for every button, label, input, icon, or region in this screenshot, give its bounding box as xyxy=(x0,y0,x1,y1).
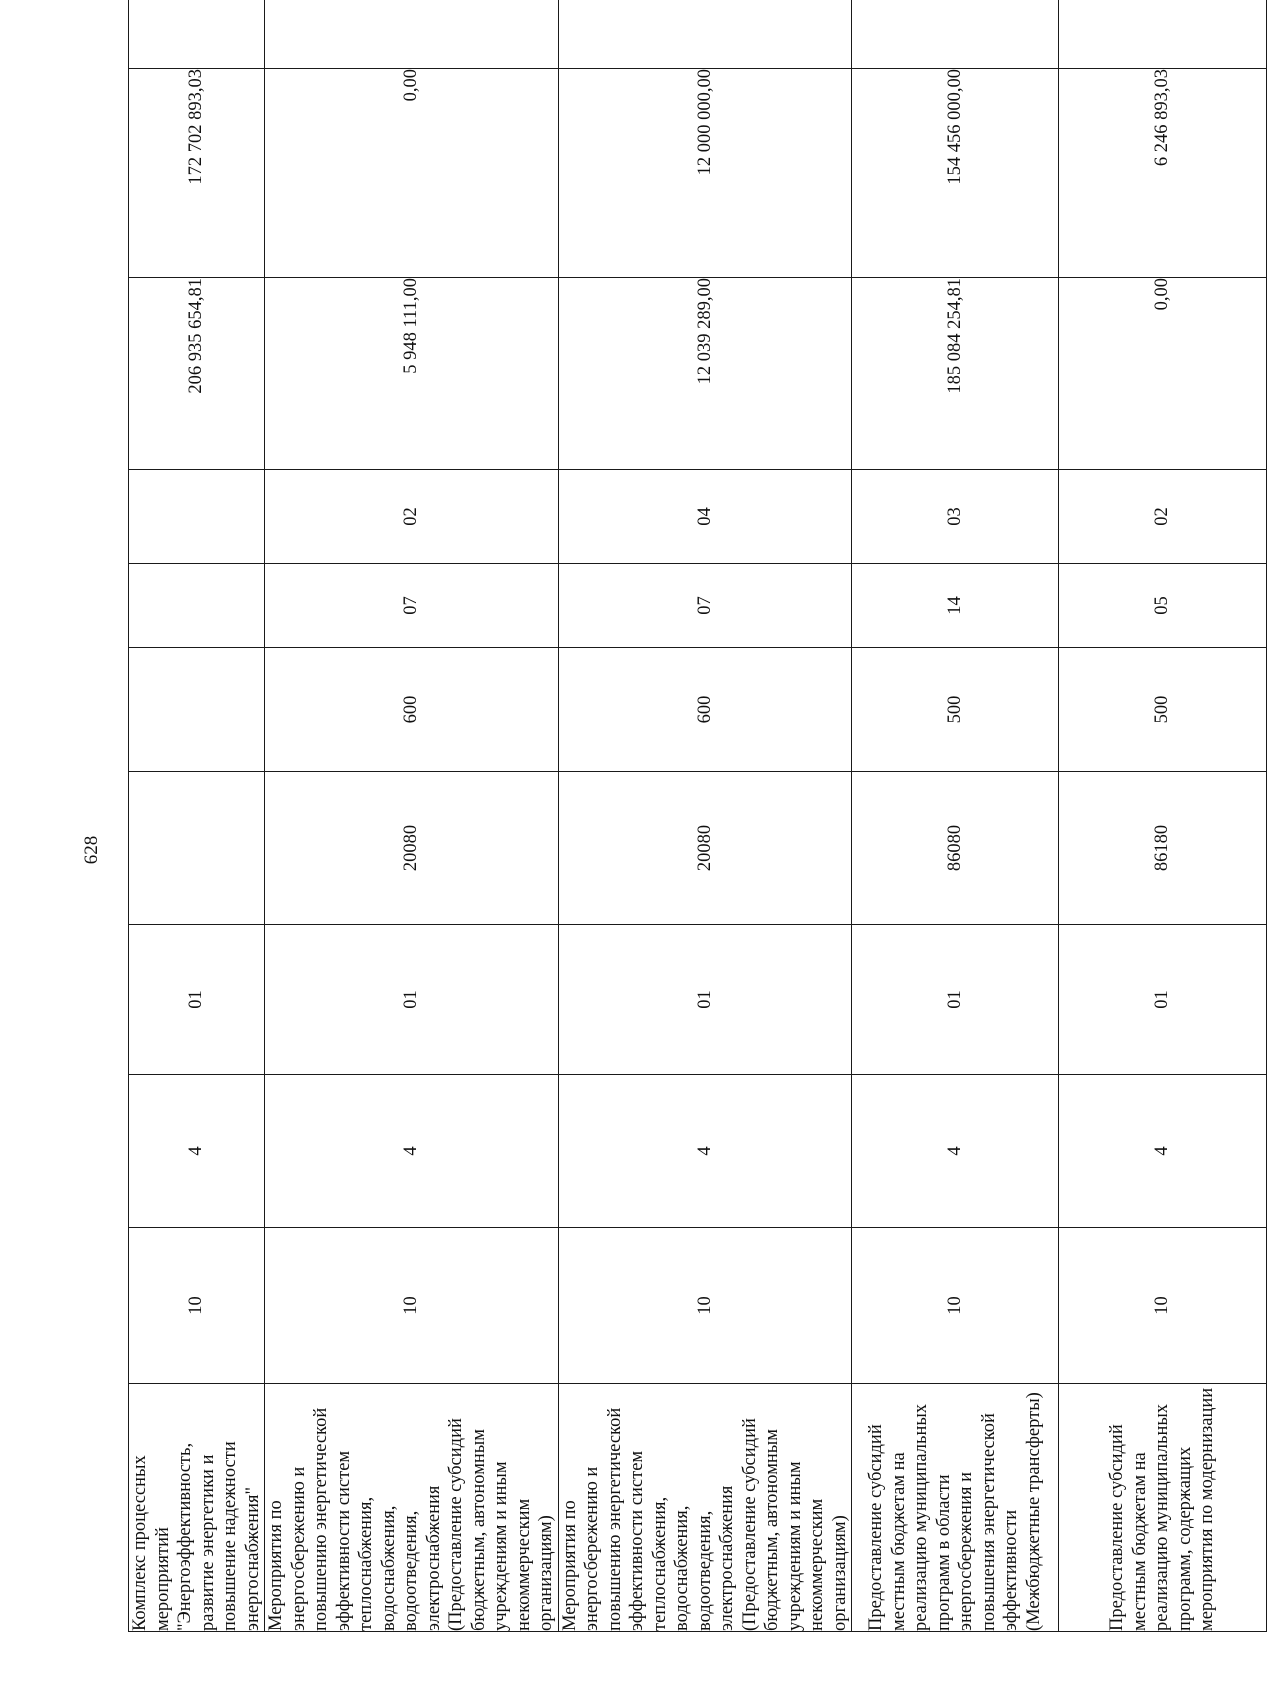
code-cell: 02 xyxy=(265,470,559,564)
amount-cell xyxy=(852,0,1059,69)
row-description: Предоставление субсидий местным бюджетам на реализацию муниципальных программ в области энергосбережения и повышения энергетической эффективности (Межбюджетные трансферты) xyxy=(852,1384,1059,1632)
amount-cell: 12 039 289,00 xyxy=(558,278,852,470)
code-cell xyxy=(129,648,265,772)
code-cell: 10 xyxy=(558,1228,852,1384)
code-cell: 07 xyxy=(558,564,852,648)
page-number: 628 xyxy=(81,835,102,865)
code-cell: 4 xyxy=(558,1075,852,1228)
row-description: Мероприятия по энергосбережению и повышению энергетической эффективности систем теплоснабжения, водоснабжения, водоотведения, электроснабжения (Предоставление субсидий бюджетным, автономным учреждениям и иным некоммерческим организациям) xyxy=(558,1384,852,1632)
amount-cell xyxy=(1059,0,1267,69)
table-row xyxy=(265,0,559,1632)
budget-table xyxy=(128,0,1267,1632)
amount-cell xyxy=(265,0,559,69)
code-cell: 4 xyxy=(1059,1075,1267,1228)
code-cell: 86180 xyxy=(1059,772,1267,925)
amount-cell: 206 935 654,81 xyxy=(129,278,265,470)
code-cell: 03 xyxy=(852,470,1059,564)
amount-cell: 172 702 893,03 xyxy=(129,69,265,278)
amount-cell: 5 948 111,00 xyxy=(265,278,559,470)
code-cell: 07 xyxy=(265,564,559,648)
code-cell: 600 xyxy=(265,648,559,772)
code-cell: 500 xyxy=(1059,648,1267,772)
amount-cell xyxy=(129,0,265,69)
row-description: Предоставление субсидий местным бюджетам на реализацию муниципальных программ, содержащих мероприятия по модернизации xyxy=(1059,1384,1267,1632)
code-cell: 01 xyxy=(265,925,559,1075)
table-row xyxy=(1059,0,1267,1632)
code-cell: 01 xyxy=(129,925,265,1075)
amount-cell: 6 246 893,03 xyxy=(1059,69,1267,278)
code-cell: 04 xyxy=(558,470,852,564)
table-row xyxy=(852,0,1059,1632)
amount-cell: 0,00 xyxy=(1059,278,1267,470)
code-cell: 86080 xyxy=(852,772,1059,925)
code-cell xyxy=(129,772,265,925)
table-row xyxy=(558,0,852,1632)
row-description: Мероприятия по энергосбережению и повышению энергетической эффективности систем теплоснабжения, водоснабжения, водоотведения, электроснабжения (Предоставление субсидий бюджетным, автономным учреждениям и иным некоммерческим организациям) xyxy=(265,1384,559,1632)
table-row xyxy=(129,0,265,1632)
code-cell: 4 xyxy=(852,1075,1059,1228)
code-cell: 20080 xyxy=(558,772,852,925)
amount-cell xyxy=(558,0,852,69)
code-cell: 01 xyxy=(558,925,852,1075)
rotated-table-wrapper xyxy=(128,67,1218,1632)
code-cell: 10 xyxy=(265,1228,559,1384)
amount-cell: 0,00 xyxy=(265,69,559,278)
code-cell: 4 xyxy=(265,1075,559,1228)
code-cell: 10 xyxy=(129,1228,265,1384)
code-cell xyxy=(129,470,265,564)
code-cell: 10 xyxy=(1059,1228,1267,1384)
code-cell: 01 xyxy=(852,925,1059,1075)
amount-cell: 154 456 000,00 xyxy=(852,69,1059,278)
code-cell: 14 xyxy=(852,564,1059,648)
code-cell: 01 xyxy=(1059,925,1267,1075)
code-cell: 02 xyxy=(1059,470,1267,564)
code-cell: 10 xyxy=(852,1228,1059,1384)
code-cell xyxy=(129,564,265,648)
code-cell: 600 xyxy=(558,648,852,772)
amount-cell: 185 084 254,81 xyxy=(852,278,1059,470)
code-cell: 4 xyxy=(129,1075,265,1228)
code-cell: 500 xyxy=(852,648,1059,772)
code-cell: 05 xyxy=(1059,564,1267,648)
code-cell: 20080 xyxy=(265,772,559,925)
row-description: Комплекс процессных мероприятий "Энергоэффективность, развитие энергетики и повышение надежности энергоснабжения" xyxy=(129,1384,265,1632)
amount-cell: 12 000 000,00 xyxy=(558,69,852,278)
